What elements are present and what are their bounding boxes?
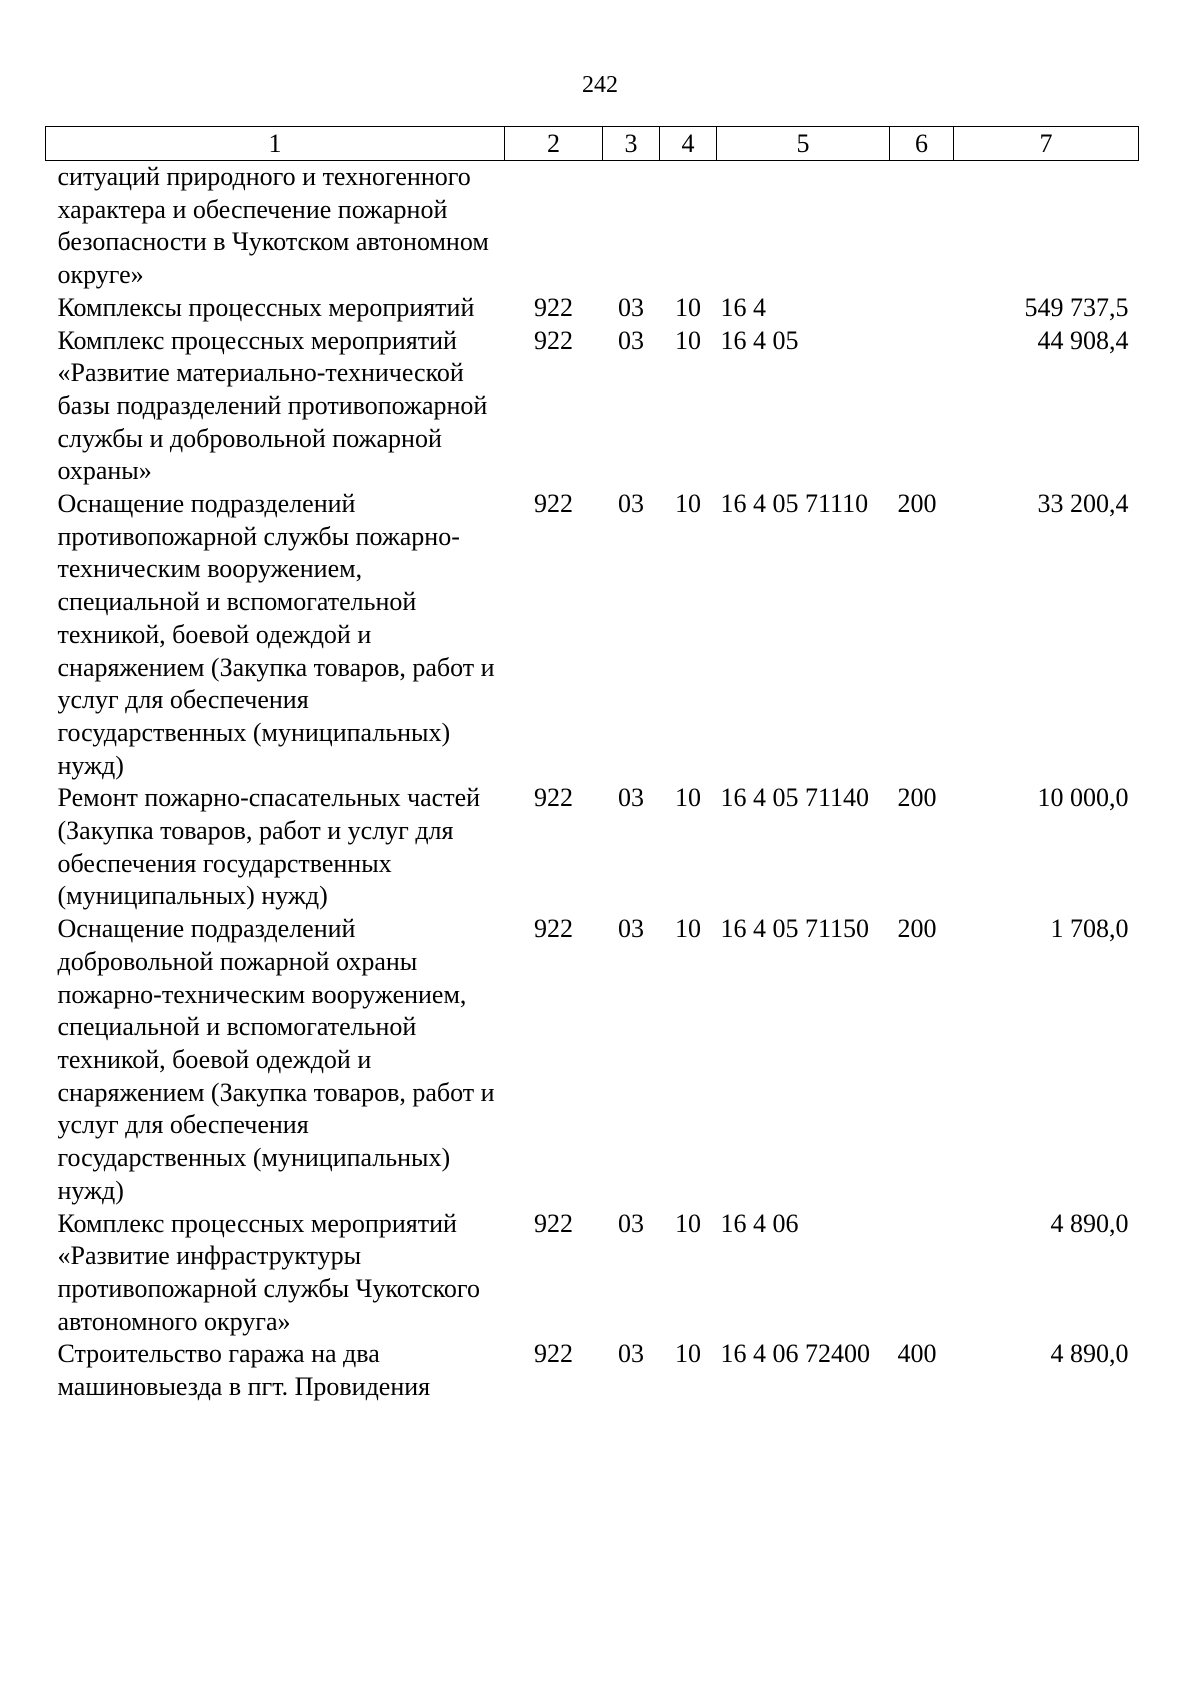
row-section: 03 <box>618 1208 644 1238</box>
table-row <box>46 325 1139 489</box>
row-target-code: 16 4 05 71150 <box>720 914 870 944</box>
row-subsection: 10 <box>675 914 701 944</box>
row-subsection: 10 <box>675 783 701 813</box>
table-row <box>46 782 1139 913</box>
row-name: Оснащение подразделений добровольной пожарной охраны пожарно-техническим вооружением, специальной и вспомогательной техникой, боевой одеждой и снаряжением (Закупка товаров, работ и услуг для обеспечения государственных (муниципальных) нужд) <box>57 914 495 1205</box>
row-expense-type <box>890 1208 954 1339</box>
row-target-code: 16 4 05 71140 <box>720 783 870 813</box>
row-name: Комплексы процессных мероприятий <box>57 292 475 322</box>
table-row <box>46 1338 1139 1403</box>
row-section: 03 <box>618 489 644 519</box>
column-header-1: 1 <box>46 127 505 161</box>
row-section <box>603 161 660 292</box>
row-name: Комплекс процессных мероприятий «Развитие материально-технической базы подразделений противопожарной службы и добровольной пожарной охраны» <box>57 325 488 486</box>
row-target-code: 16 4 06 72400 <box>720 1339 870 1369</box>
row-subsection: 10 <box>675 292 701 322</box>
column-header-2: 2 <box>505 127 603 161</box>
row-grbs: 922 <box>534 325 573 355</box>
row-amount: 10 000,0 <box>1037 783 1129 813</box>
row-expense-type <box>890 325 954 489</box>
budget-table <box>45 126 1139 1404</box>
row-name: Комплекс процессных мероприятий «Развитие инфраструктуры противопожарной службы Чукотского автономного округа» <box>57 1208 480 1336</box>
row-section: 03 <box>618 783 644 813</box>
row-subsection: 10 <box>675 1339 701 1369</box>
table-row <box>46 292 1139 325</box>
row-name: Ремонт пожарно-спасательных частей (Закупка товаров, работ и услуг для обеспечения государственных (муниципальных) нужд) <box>57 783 481 911</box>
row-name: ситуаций природного и техногенного характера и обеспечение пожарной безопасности в Чукотском автономном округе» <box>57 162 489 290</box>
row-expense-type: 200 <box>897 783 937 813</box>
column-header-5: 5 <box>717 127 890 161</box>
row-expense-type: 400 <box>897 1339 937 1369</box>
row-grbs: 922 <box>534 1339 573 1369</box>
row-amount: 4 890,0 <box>1050 1208 1129 1238</box>
row-section: 03 <box>618 1339 644 1369</box>
row-subsection: 10 <box>675 489 701 519</box>
row-name: Оснащение подразделений противопожарной службы пожарно-техническим вооружением, специальной и вспомогательной техникой, боевой одеждой и снаряжением (Закупка товаров, работ и услуг для обеспечения государственных (муниципальных) нужд) <box>57 489 495 780</box>
row-subsection: 10 <box>675 1208 701 1238</box>
row-expense-type <box>890 292 954 325</box>
row-grbs: 922 <box>534 489 573 519</box>
row-amount <box>954 161 1139 292</box>
row-section: 03 <box>618 914 644 944</box>
column-header-6: 6 <box>890 127 954 161</box>
row-subsection: 10 <box>675 325 701 355</box>
row-subsection <box>660 161 717 292</box>
table-row <box>46 161 1139 292</box>
row-target-code: 16 4 06 <box>720 1208 799 1238</box>
row-section: 03 <box>618 292 644 322</box>
row-name: Строительство гаража на два машиновыезда в пгт. Провидения <box>57 1339 431 1402</box>
row-amount: 4 890,0 <box>1050 1339 1129 1369</box>
row-amount: 33 200,4 <box>1037 489 1129 519</box>
row-grbs: 922 <box>534 914 573 944</box>
row-amount: 1 708,0 <box>1050 914 1129 944</box>
row-amount: 549 737,5 <box>1024 292 1129 322</box>
column-header-4: 4 <box>660 127 717 161</box>
row-target-code: 16 4 05 71110 <box>720 489 869 519</box>
row-grbs: 922 <box>534 783 573 813</box>
row-section: 03 <box>618 325 644 355</box>
table-row <box>46 1208 1139 1339</box>
row-expense-type: 200 <box>897 914 937 944</box>
column-header-3: 3 <box>603 127 660 161</box>
row-expense-type <box>890 161 954 292</box>
row-target-code: 16 4 05 <box>720 325 799 355</box>
column-header-7: 7 <box>954 127 1139 161</box>
page-number: 242 <box>582 72 618 98</box>
row-grbs: 922 <box>534 1208 573 1238</box>
table-row <box>46 488 1139 782</box>
table-header-row <box>46 127 1139 161</box>
row-amount: 44 908,4 <box>1037 325 1129 355</box>
row-target-code: 16 4 <box>720 292 766 322</box>
row-grbs <box>505 161 603 292</box>
row-expense-type: 200 <box>897 489 937 519</box>
table-row <box>46 913 1139 1207</box>
row-target-code <box>717 161 890 292</box>
row-grbs: 922 <box>534 292 573 322</box>
